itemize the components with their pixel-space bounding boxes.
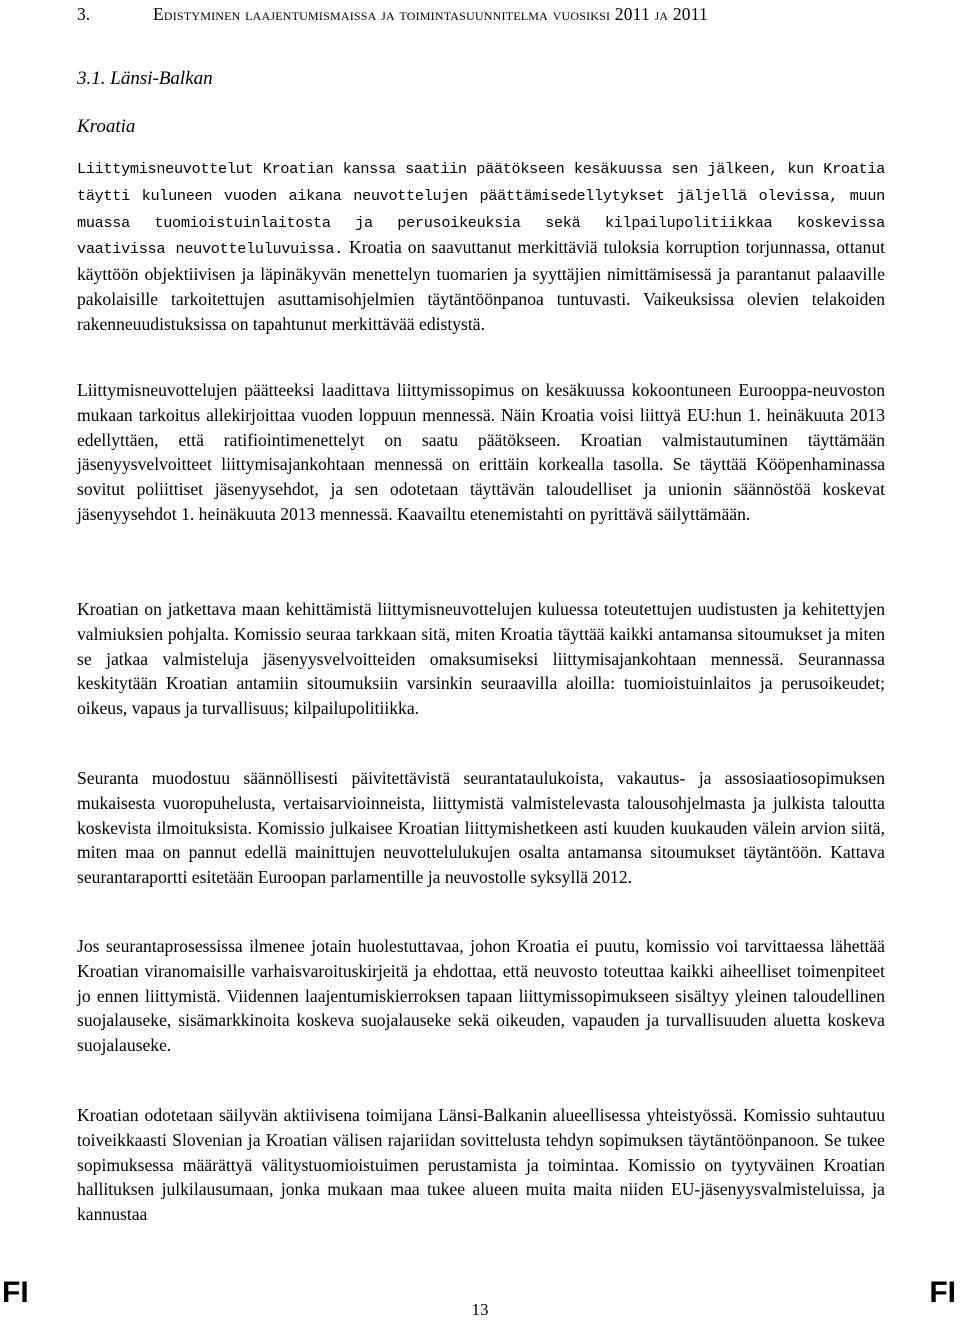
subsection-title: 3.1. Länsi-Balkan [77,68,213,89]
footer-language-right: FI [929,1276,956,1309]
paragraph-1 [77,155,885,337]
paragraph-1-rest: Kroatia on saavuttanut merkittäviä tuloksia korruption torjunnassa, ottanut käyttöön objektiivisen ja läpinäkyvän menettelyn tuomarien ja syyttäjien nimittämisessä ja parantanut palaaville pakolaisille tarkoitettujen asuttamisohjelmien täytäntöönpanoa tuntuvasti. Vaikeuksissa olevien telakoiden rakenneuudistuksissa on tapahtunut merkittävää edistystä. [77,237,885,334]
country-heading: Kroatia [77,116,136,137]
paragraph-3: Kroatian on jatkettava maan kehittämistä liittymisneuvottelujen kuluessa toteutettujen uudistusten ja kehitettyjen valmiuksien pohjalta. Komissio seuraa tarkkaan sitä, miten Kroatia täyttää kaikki antamansa sitoumukset ja miten se jatkaa valmisteluja jäsenyysvelvoitteiden omaksumiseksi liittymisajankohtaan mennessä. Seurannassa keskitytään Kroatian antamiin sitoumuksiin varsinkin seuraavilla aloilla: tuomioistuinlaitos ja perusoikeudet; oikeus, vapaus ja turvallisuus; kilpailupolitiikka. [77,599,885,719]
section-title: Edistyminen laajentumismaissa ja toimintasuunnitelma vuosiksi 2011 ja 2011 [153,4,708,24]
footer-language-left: FI [2,1276,29,1309]
page-number: 13 [471,1300,489,1319]
paragraph-2: Liittymisneuvottelujen päätteeksi laadittava liittymissopimus on kesäkuussa kokoontuneen Eurooppa-neuvoston mukaan tarkoitus allekirjoittaa vuoden loppuun mennessä. Näin Kroatia voisi liittyä EU:hun 1. heinäkuuta 2013 edellyttäen, että ratifiointimenettelyt on saatu päätökseen. Kroatian valmistautuminen täyttämään jäsenyysvelvoitteet liittymisajankohtaan mennessä on erittäin korkealla tasolla. Se täyttää Kööpenhaminassa sovitut poliittiset jäsenyysehdot, ja sen odotetaan täyttävän taloudelliset ja unionin säännöstöä koskevat jäsenyysehdot 1. heinäkuuta 2013 mennessä. Kaavailtu etenemistahti on pyrittävä säilyttämään. [77,380,885,524]
paragraph-1-mono-part: Liittymisneuvottelut Kroatian kanssa saatiin päätökseen kesäkuussa sen jälkeen, kun Kroatia täytti kuluneen vuoden aikana neuvottelujen päättämisedellytykset jäljellä olevissa, muun muassa tuomioistuinlaitosta ja perusoikeuksia sekä kilpailupolitiikkaa koskevissa vaativissa neuvotteluluvuissa. [77,160,885,259]
paragraph-6: Kroatian odotetaan säilyvän aktiivisena toimijana Länsi-Balkanin alueellisessa yhteistyössä. Komissio suhtautuu toiveikkaasti Slovenian ja Kroatian välisen rajariidan sovittelusta tehdyn sopimuksen täytäntöönpanoon. Se tukee sopimuksessa määrättyä välitystuomioistuimen perustamista ja toimintaa. Komissio on tyytyväinen Kroatian hallituksen julkilausumaan, jonka mukaan maa tukee alueen muita maita niiden EU-jäsenyysvalmisteluissa, ja kannustaa [77,1105,885,1225]
paragraph-4: Seuranta muodostuu säännöllisesti päivitettävistä seurantataulukoista, vakautus- ja assosiaatiosopimuksen mukaisesta vuoropuhelusta, vertaisarvioinneista, liittymistä valmistelevasta talousohjelmasta ja julkista taloutta koskevista ilmoituksista. Komissio julkaisee Kroatian liittymishetkeen asti kuuden kuukauden välein arvion siitä, miten maa on pannut edellä mainittujen neuvottelulukujen osalta antamansa sitoumukset täytäntöön. Kattava seurantaraportti esitetään Euroopan parlamentille ja neuvostolle syksyllä 2012. [77,768,885,888]
section-number: 3. [77,4,91,24]
paragraph-5: Jos seurantaprosessissa ilmenee jotain huolestuttavaa, johon Kroatia ei puutu, komissio voi tarvittaessa lähettää Kroatian viranomaisille varhaisvaroituskirjeitä ja ehdottaa, että neuvosto toteuttaa kaikki aiheelliset toimenpiteet jo ennen liittymistä. Viidennen laajentumiskierroksen tapaan liittymissopimukseen sisältyy yleinen taloudellinen suojalauseke, sisämarkkinoita koskeva suojalauseke sekä oikeuden, vapauden ja turvallisuuden aluetta koskeva suojalauseke. [77,936,885,1056]
